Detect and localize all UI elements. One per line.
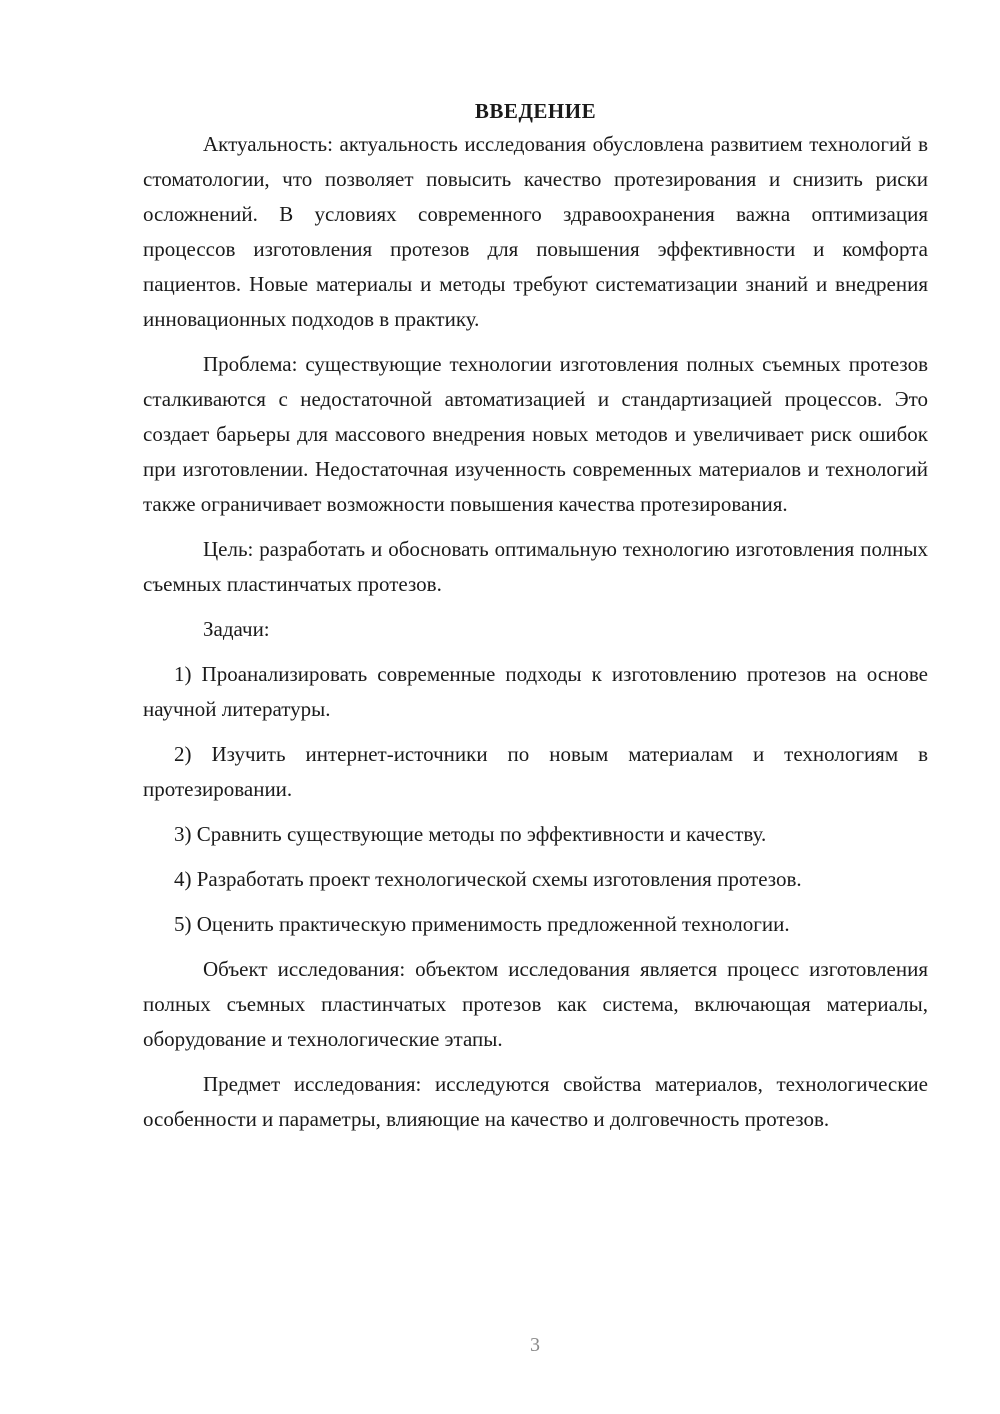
paragraph-relevance: Актуальность: актуальность исследования обусловлена развитием технологий в стоматологии, что позволяет повысить качество протезирования и снизить риски осложнений. В условиях современного здравоохранения важна оптимизация процессов изготовления протезов для повышения эффективности и комфорта пациентов. Новые материалы и методы требуют систематизации знаний и внедрения инновационных подходов в практику.	[143, 132, 928, 331]
paragraph-goal: Цель: разработать и обосновать оптимальную технологию изготовления полных съемных пластинчатых протезов.	[143, 537, 928, 596]
task-item-2: 2) Изучить интернет-источники по новым материалам и технологиям в протезировании.	[143, 742, 928, 801]
document-page	[143, 95, 928, 1137]
page-number: 3	[530, 1334, 540, 1356]
paragraph-object: Объект исследования: объектом исследования является процесс изготовления полных съемных пластинчатых протезов как система, включающая материалы, оборудование и технологические этапы.	[143, 957, 928, 1051]
task-item-4: 4) Разработать проект технологической схемы изготовления протезов.	[174, 867, 802, 891]
task-item-5: 5) Оценить практическую применимость предложенной технологии.	[174, 912, 790, 936]
paragraph-subject: Предмет исследования: исследуются свойства материалов, технологические особенности и параметры, влияющие на качество и долговечность протезов.	[143, 1072, 928, 1131]
task-item-3: 3) Сравнить существующие методы по эффективности и качеству.	[174, 822, 767, 846]
paragraph-problem: Проблема: существующие технологии изготовления полных съемных протезов сталкиваются с недостаточной автоматизацией и стандартизацией процессов. Это создает барьеры для массового внедрения новых методов и увеличивает риск ошибок при изготовлении. Недостаточная изученность современных материалов и технологий также ограничивает возможности повышения качества протезирования.	[143, 352, 928, 516]
task-item-1: 1) Проанализировать современные подходы к изготовлению протезов на основе научной литературы.	[143, 662, 928, 721]
page-title: ВВЕДЕНИЕ	[474, 99, 597, 123]
tasks-label: Задачи:	[203, 617, 270, 641]
